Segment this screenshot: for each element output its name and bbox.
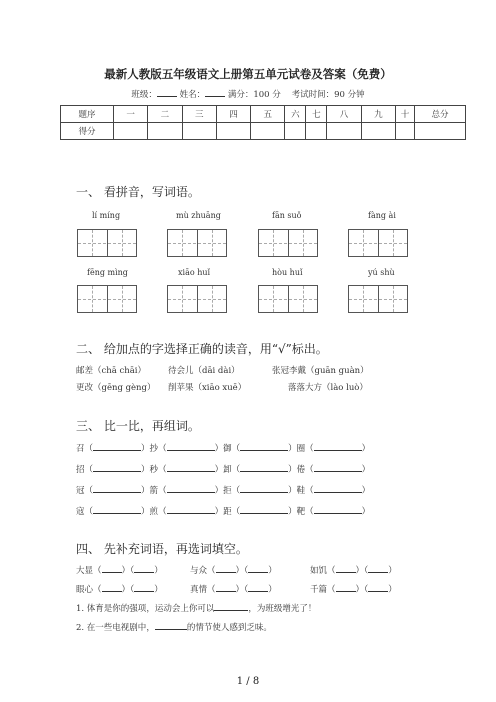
header-cell: 题序 <box>61 106 114 123</box>
reading-option: 削苹果（xiāo xuē） <box>168 383 247 393</box>
idiom-prefix: 真情 <box>190 585 208 595</box>
score-cell[interactable] <box>361 123 395 140</box>
idiom-item: 与众（ ）（ ） <box>190 563 277 576</box>
word-blank[interactable] <box>240 462 288 472</box>
char: 倦 <box>296 465 306 475</box>
score-cell[interactable] <box>251 123 285 140</box>
word-blank[interactable] <box>93 504 141 514</box>
idiom-item: 真情（ ）（ ） <box>190 582 277 595</box>
answer-blank[interactable] <box>214 601 248 611</box>
idiom-prefix: 千篇 <box>310 585 328 595</box>
idiom-blank[interactable] <box>368 582 388 592</box>
word-blank[interactable] <box>167 462 215 472</box>
pinyin: fàng ài <box>368 211 396 220</box>
char: 拒 <box>223 486 232 496</box>
score-cell[interactable] <box>415 123 466 140</box>
header-cell: 四 <box>216 106 250 123</box>
idiom-item: 千篇（ ）（ ） <box>310 582 397 595</box>
pinyin: yú shù <box>368 268 395 277</box>
idiom-item: 大显（ ）（ ） <box>76 563 163 576</box>
word-blank[interactable] <box>93 441 141 451</box>
word-blank[interactable] <box>314 483 362 493</box>
header-cell: 九 <box>361 106 395 123</box>
pinyin: hòu huǐ <box>272 268 303 277</box>
compare-row: 冠（ ）箭（ ）拒（ ）鞋（ ） <box>76 483 370 496</box>
page-number: 1 / 8 <box>236 676 260 687</box>
word-blank[interactable] <box>167 504 215 514</box>
exam-time: 考试时间：90 分钟 <box>291 90 365 100</box>
writing-grid[interactable] <box>167 229 227 257</box>
char: 抄 <box>149 444 159 454</box>
score-table-header-row <box>61 106 466 123</box>
char: 寇 <box>76 507 85 517</box>
idiom-blank[interactable] <box>102 563 122 573</box>
section-1-title: 一、 看拼音，写词语。 <box>76 185 200 199</box>
pinyin: fēng mìng <box>87 268 128 277</box>
idiom-prefix: 与众 <box>190 566 208 576</box>
header-cell: 五 <box>251 106 285 123</box>
page-title: 最新人教版五年级语文上册第五单元试卷及答案（免费） <box>104 67 392 81</box>
idiom-item: 眼心（ ）（ ） <box>76 582 163 595</box>
char: 箭 <box>149 486 159 496</box>
class-label: 班级： <box>131 90 157 100</box>
section-4-title: 四、 先补充词语，再选词填空。 <box>76 542 248 556</box>
reading-option: 待会儿（dāi dài） <box>168 366 240 376</box>
word-blank[interactable] <box>314 441 362 451</box>
idiom-blank[interactable] <box>102 582 122 592</box>
word-blank[interactable] <box>314 504 362 514</box>
char: 靶 <box>296 507 306 517</box>
idiom-blank[interactable] <box>134 563 154 573</box>
header-cell: 三 <box>182 106 216 123</box>
compare-row: 寇（ ）煎（ ）距（ ）靶（ ） <box>76 504 370 517</box>
header-cell: 八 <box>327 106 361 123</box>
name-label: 姓名： <box>179 90 206 100</box>
score-cell[interactable] <box>114 123 148 140</box>
name-blank <box>205 88 225 97</box>
writing-grid[interactable] <box>258 285 318 313</box>
fill-question-2 <box>76 620 272 633</box>
reading-option: 邮差（chā chāi） <box>76 366 147 376</box>
idiom-blank[interactable] <box>336 563 356 573</box>
char: 卸 <box>223 465 232 475</box>
idiom-prefix: 眼心 <box>76 585 94 595</box>
question-text: 的情节使人感到乏味。 <box>186 623 272 633</box>
char: 煎 <box>149 507 159 517</box>
header-cell: 七 <box>306 106 327 123</box>
question-text: 1. 体育是你的强项，运动会上你可以 <box>76 604 215 614</box>
score-cell[interactable] <box>216 123 250 140</box>
answer-blank[interactable] <box>155 620 187 630</box>
idiom-blank[interactable] <box>216 582 236 592</box>
score-cell[interactable] <box>327 123 361 140</box>
score-table <box>60 105 466 140</box>
writing-grid[interactable] <box>348 285 408 313</box>
writing-grid[interactable] <box>77 229 137 257</box>
char: 御 <box>223 444 232 454</box>
writing-grid[interactable] <box>258 229 318 257</box>
score-cell[interactable] <box>285 123 306 140</box>
header-cell: 一 <box>114 106 148 123</box>
char: 招 <box>76 465 85 475</box>
question-text: 2. 在一些电视剧中， <box>76 623 155 633</box>
full-score: 满分：100 分 <box>227 90 281 100</box>
header-cell: 十 <box>396 106 415 123</box>
section-2-title: 二、 给加点的字选择正确的读音，用“√”标出。 <box>76 342 328 356</box>
word-blank[interactable] <box>93 483 141 493</box>
reading-option: 更改（gēng gèng） <box>76 383 156 393</box>
word-blank[interactable] <box>240 483 288 493</box>
char: 召 <box>76 444 85 454</box>
char: 距 <box>223 507 232 517</box>
word-blank[interactable] <box>240 504 288 514</box>
header-cell: 六 <box>285 106 306 123</box>
word-blank[interactable] <box>93 462 141 472</box>
pinyin: fān suǒ <box>272 211 302 220</box>
idiom-blank[interactable] <box>248 563 268 573</box>
compare-row: 招（ ）秒（ ）卸（ ）倦（ ） <box>76 462 370 475</box>
question-text: ，为班级增光了！ <box>248 604 317 614</box>
writing-grid[interactable] <box>77 285 137 313</box>
idiom-blank[interactable] <box>134 582 154 592</box>
idiom-blank[interactable] <box>248 582 268 592</box>
fill-question-1 <box>76 601 316 614</box>
idiom-blank[interactable] <box>336 582 356 592</box>
word-blank[interactable] <box>240 441 288 451</box>
char: 鞋 <box>296 486 306 496</box>
pinyin: mù zhuāng <box>176 211 221 220</box>
exam-info <box>0 88 496 100</box>
word-blank[interactable] <box>167 441 215 451</box>
word-blank[interactable] <box>167 483 215 493</box>
reading-option: 张冠李戴（guān guàn） <box>272 366 369 376</box>
idiom-blank[interactable] <box>368 563 388 573</box>
pinyin: xiāo huǐ <box>178 268 211 277</box>
char: 圈 <box>296 444 306 454</box>
idiom-item: 如饥（ ）（ ） <box>310 563 397 576</box>
score-table-score-row <box>61 123 466 140</box>
class-blank <box>157 88 177 97</box>
score-cell[interactable] <box>148 123 182 140</box>
idiom-blank[interactable] <box>216 563 236 573</box>
writing-grid[interactable] <box>348 229 408 257</box>
char: 冠 <box>76 486 85 496</box>
header-cell: 总分 <box>415 106 466 123</box>
char: 秒 <box>149 465 159 475</box>
score-row-label: 得分 <box>61 123 114 140</box>
header-cell: 二 <box>148 106 182 123</box>
writing-grid[interactable] <box>167 285 227 313</box>
compare-row: 召（ ）抄（ ）御（ ）圈（ ） <box>76 441 370 454</box>
idiom-prefix: 如饥 <box>310 566 328 576</box>
score-cell[interactable] <box>182 123 216 140</box>
score-cell[interactable] <box>306 123 327 140</box>
word-blank[interactable] <box>314 462 362 472</box>
reading-option: 落落大方（lào luò） <box>288 383 368 393</box>
section-3-title: 三、 比一比，再组词。 <box>76 419 200 433</box>
pinyin: lí míng <box>92 211 121 220</box>
score-cell[interactable] <box>396 123 415 140</box>
idiom-prefix: 大显 <box>76 566 94 576</box>
